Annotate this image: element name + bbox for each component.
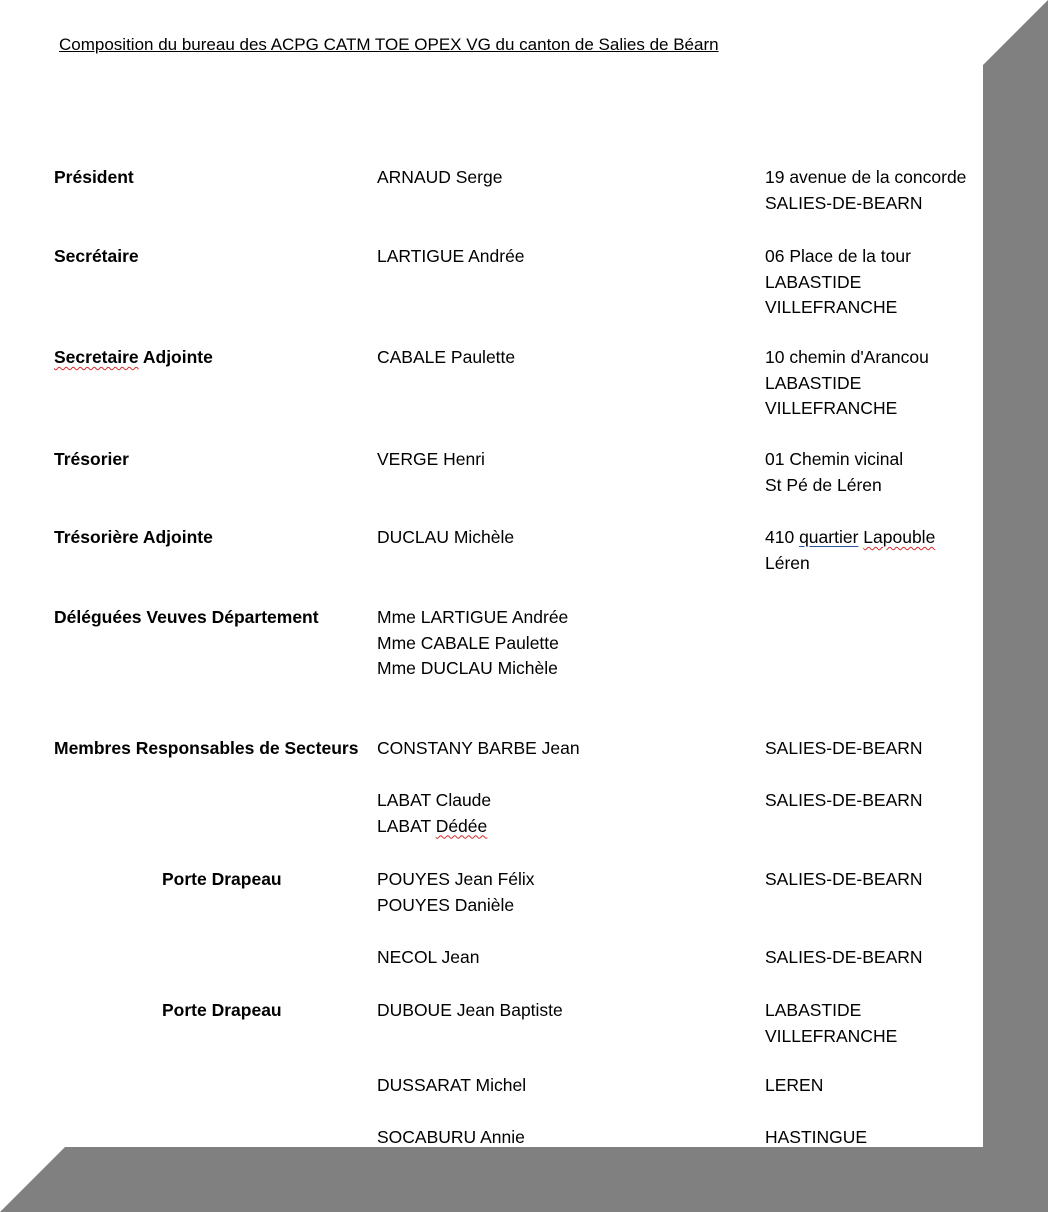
address-line: VILLEFRANCHE xyxy=(765,1025,898,1046)
name-line: POUYES Danièle xyxy=(377,894,515,915)
role-tresoriere-adjointe: Trésorière Adjointe xyxy=(54,527,213,547)
name-necol: NECOL Jean xyxy=(377,947,480,967)
page-shadow-right xyxy=(983,0,1048,1212)
address-line xyxy=(765,525,935,551)
name-line: Mme DUCLAU Michèle xyxy=(377,658,558,678)
name-president: ARNAUD Serge xyxy=(377,167,503,187)
address-line: 10 chemin d'Arancou xyxy=(765,347,929,367)
name-socaburu: SOCABURU Annie xyxy=(377,1127,525,1147)
spellcheck-word: Secretaire xyxy=(54,347,139,367)
name-secretaire: LARTIGUE Andrée xyxy=(377,246,525,266)
address-line: Léren xyxy=(765,552,810,573)
address-number: 410 xyxy=(765,527,800,547)
name-duboue: DUBOUE Jean Baptiste xyxy=(377,1000,563,1020)
name-line: Mme CABALE Paulette xyxy=(377,632,559,653)
name-line: Mme LARTIGUE Andrée xyxy=(377,607,569,627)
role-secretaire: Secrétaire xyxy=(54,246,139,266)
address-secretaire-adjointe xyxy=(765,345,929,422)
name-constany: CONSTANY BARBE Jean xyxy=(377,738,580,758)
name-prefix: LABAT xyxy=(377,815,436,836)
address-line: 01 Chemin vicinal xyxy=(765,449,904,469)
name-line: LABAT Claude xyxy=(377,790,492,810)
role-president: Président xyxy=(54,167,134,187)
role-membres: Membres Responsables de Secteurs xyxy=(54,738,359,758)
role-deleguees: Déléguées Veuves Département xyxy=(54,607,319,627)
spellcheck-word: Lapouble xyxy=(863,527,936,547)
document-title: Composition du bureau des ACPG CATM TOE OPEX VG du canton de Salies de Béarn xyxy=(59,35,719,54)
city-constany: SALIES-DE-BEARN xyxy=(765,738,923,758)
city-socaburu: HASTINGUE xyxy=(765,1127,868,1147)
role-word: Adjointe xyxy=(138,347,213,367)
address-secretaire xyxy=(765,244,911,321)
name-secretaire-adjointe: CABALE Paulette xyxy=(377,347,516,367)
address-line: LABASTIDE xyxy=(765,372,862,393)
names-deleguees xyxy=(377,605,568,682)
names-labat xyxy=(377,788,491,839)
address-tresorier xyxy=(765,447,903,498)
address-line: SALIES-DE-BEARN xyxy=(765,192,923,213)
name-tresoriere-adjointe: DUCLAU Michèle xyxy=(377,527,515,547)
role-porte-drapeau-pouyes: Porte Drapeau xyxy=(162,869,282,889)
name-tresorier: VERGE Henri xyxy=(377,449,485,469)
name-line xyxy=(377,814,491,840)
address-tresoriere-adjointe xyxy=(765,525,935,576)
role-porte-drapeau-duboue: Porte Drapeau xyxy=(162,1000,282,1020)
city-dussarat: LEREN xyxy=(765,1075,824,1095)
city-pouyes: SALIES-DE-BEARN xyxy=(765,869,923,889)
address-line: VILLEFRANCHE xyxy=(765,398,898,418)
name-dussarat: DUSSARAT Michel xyxy=(377,1075,527,1095)
address-line: VILLEFRANCHE xyxy=(765,297,898,317)
address-president xyxy=(765,165,966,216)
city-necol: SALIES-DE-BEARN xyxy=(765,947,923,967)
role-secretaire-adjointe xyxy=(54,345,213,371)
city-labat: SALIES-DE-BEARN xyxy=(765,790,923,810)
address-line: LABASTIDE xyxy=(765,271,862,292)
address-line: 06 Place de la tour xyxy=(765,246,911,266)
address-line: 19 avenue de la concorde xyxy=(765,167,967,187)
role-tresorier: Trésorier xyxy=(54,449,129,469)
address-line: St Pé de Léren xyxy=(765,474,882,495)
page-shadow-bottom xyxy=(0,1147,1048,1212)
name-line: POUYES Jean Félix xyxy=(377,869,535,889)
city-duboue xyxy=(765,998,897,1049)
grammar-flagged-word: quartier xyxy=(799,527,859,547)
address-line: LABASTIDE xyxy=(765,1000,862,1020)
spellcheck-word: Dédée xyxy=(435,815,488,836)
names-pouyes xyxy=(377,867,535,918)
